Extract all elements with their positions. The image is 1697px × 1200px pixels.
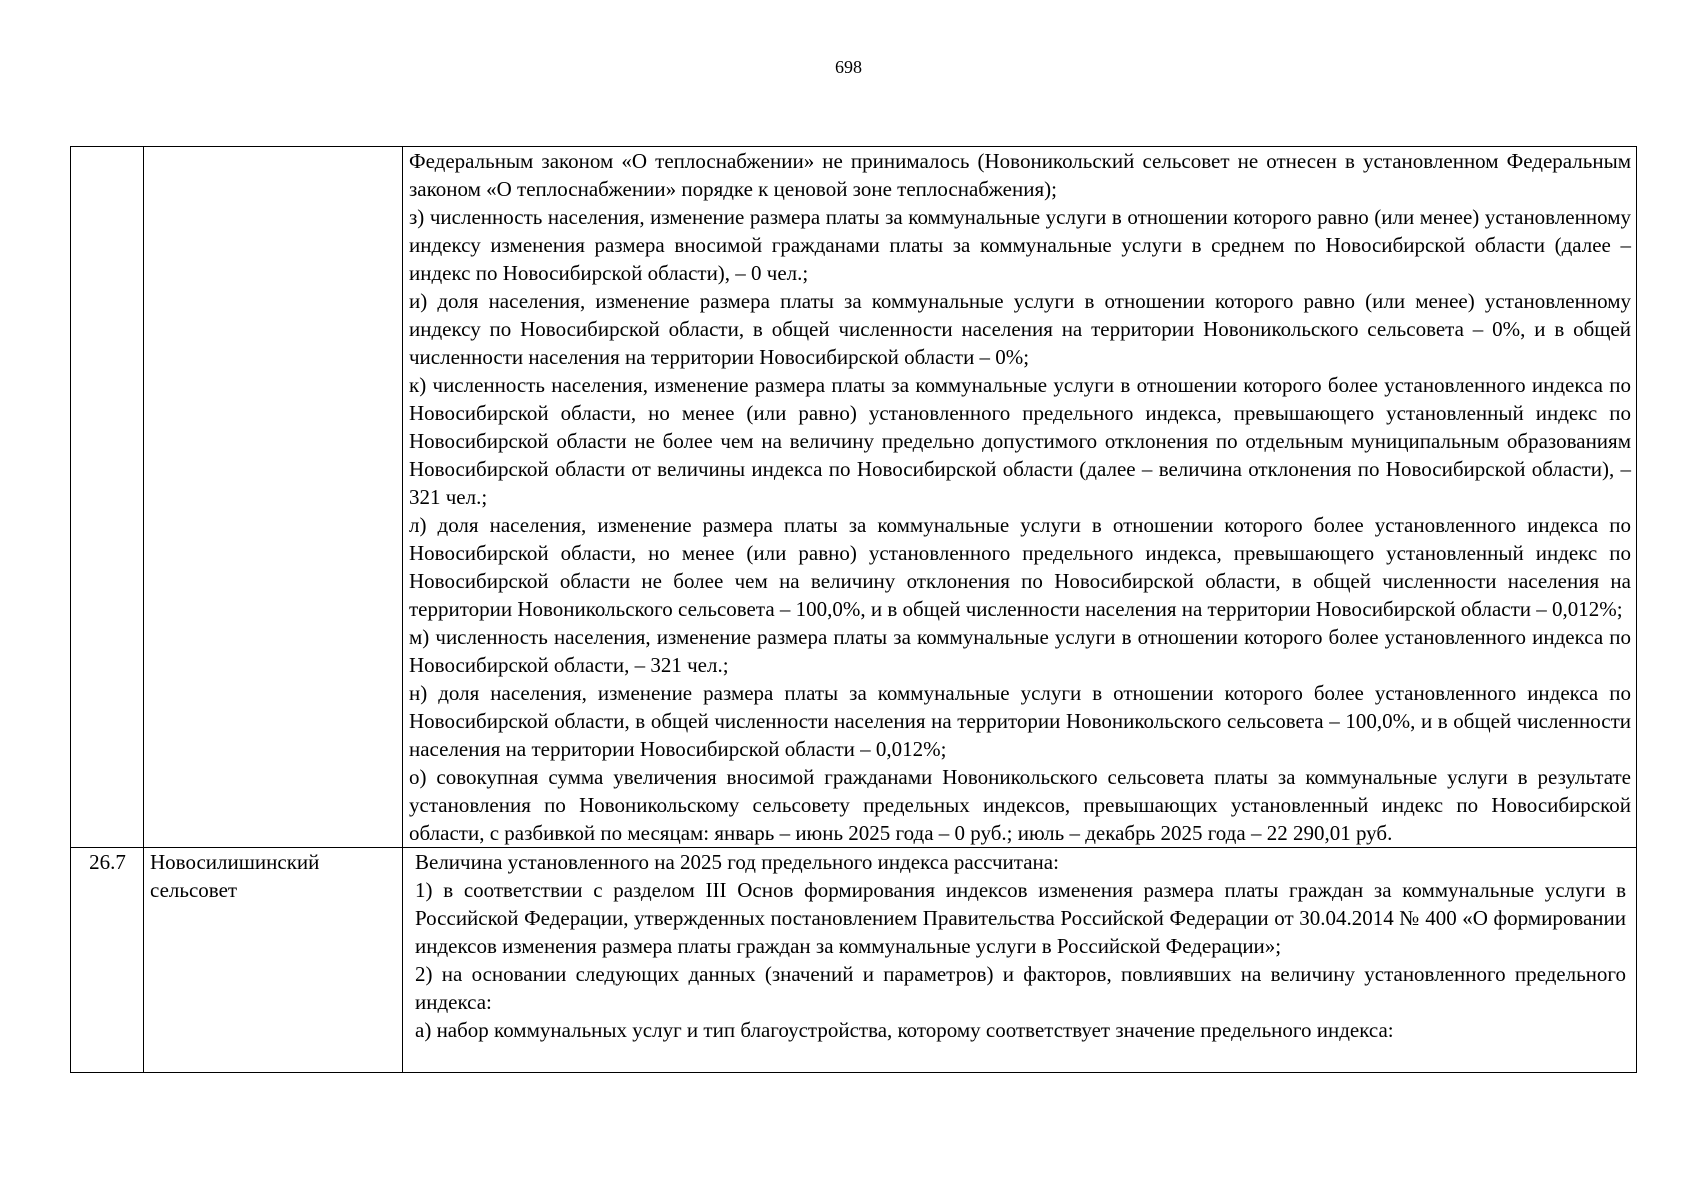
paragraph-l: л) доля населения, изменение размера платы за коммунальные услуги в отношении которого более установленного индекса по Новосибирской области, но менее (или равно) установленного предельного индекса, превышающего установленный индекс по Новосибирской области не более чем на величину отклонения по Новосибирской области, в общей численности населения на территории Новоникольского сельсовета – 100,0%, и в общей численности населения на территории Новосибирской области – 0,012%; — [409, 513, 1631, 621]
municipality-name-cell — [144, 147, 403, 848]
paragraph-z: з) численность населения, изменение размера платы за коммунальные услуги в отношении которого равно (или менее) установленному индексу изменения размера вносимой гражданами платы за коммунальные услуги в среднем по Новосибирской области (далее – индекс по Новосибирской области), – 0 чел.; — [409, 205, 1631, 285]
paragraph-n: н) доля населения, изменение размера платы за коммунальные услуги в отношении которого более установленного индекса по Новосибирской области, в общей численности населения на территории Новоникольского сельсовета – 100,0%, и в общей численности населения на территории Новосибирской области – 0,012%; — [409, 681, 1631, 761]
paragraph-m: м) численность населения, изменение размера платы за коммунальные услуги в отношении которого более установленного индекса по Новосибирской области, – 321 чел.; — [409, 625, 1631, 677]
row-number-cell — [71, 147, 144, 848]
paragraph-continuation: Федеральным законом «О теплоснабжении» не принималось (Новоникольский сельсовет не отнесен в установленном Федеральным законом «О теплоснабжении» порядке к ценовой зоне теплоснабжения); — [409, 149, 1631, 201]
table-row — [71, 848, 1637, 1073]
text-clip — [409, 848, 1631, 1072]
paragraph-i: и) доля населения, изменение размера платы за коммунальные услуги в отношении которого равно (или менее) установленному индексу по Новосибирской области, в общей численности населения на территории Новоникольского сельсовета – 0%, и в общей численности населения на территории Новосибирской области – 0%; — [409, 289, 1631, 369]
justification-text-cell — [403, 147, 1637, 848]
paragraph-intro: Величина установленного на 2025 год предельного индекса рассчитана: — [415, 850, 1059, 874]
paragraph-o: о) совокупная сумма увеличения вносимой гражданами Новоникольского сельсовета платы за коммунальные услуги в результате установления по Новоникольскому сельсовету предельных индексов, превышающих установленный индекс по Новосибирской области, с разбивкой по месяцам: январь – июнь 2025 года – 0 руб.; июль – декабрь 2025 года – 22 290,01 руб. — [409, 765, 1631, 845]
municipality-name-cell: Новосилишинский сельсовет — [144, 848, 403, 1073]
paragraph-k: к) численность населения, изменение размера платы за коммунальные услуги в отношении которого более установленного индекса по Новосибирской области, но менее (или равно) установленного предельного индекса, превышающего установленный индекс по Новосибирской области не более чем на величину предельно допустимого отклонения по отдельным муниципальным образованиям Новосибирской области от величины индекса по Новосибирской области (далее – величина отклонения по Новосибирской области), – 321 чел.; — [409, 373, 1631, 509]
paragraph-1: 1) в соответствии с разделом III Основ формирования индексов изменения размера платы граждан за коммунальные услуги в Российской Федерации, утвержденных постановлением Правительства Российской Федерации от 30.04.2014 № 400 «О формировании индексов изменения размера платы граждан за коммунальные услуги в Российской Федерации»; — [415, 878, 1626, 958]
paragraph-a: а) набор коммунальных услуг и тип благоустройства, которому соответствует значение предельного индекса: — [415, 1018, 1394, 1042]
table-row — [71, 147, 1637, 848]
justification-text-cell — [403, 848, 1637, 1073]
row-number-cell: 26.7 — [71, 848, 144, 1073]
paragraph-2: 2) на основании следующих данных (значений и параметров) и факторов, повлиявших на величину установленного предельного индекса: — [415, 962, 1626, 1014]
page-number: 698 — [835, 57, 862, 77]
index-justification-table — [70, 146, 1637, 1073]
